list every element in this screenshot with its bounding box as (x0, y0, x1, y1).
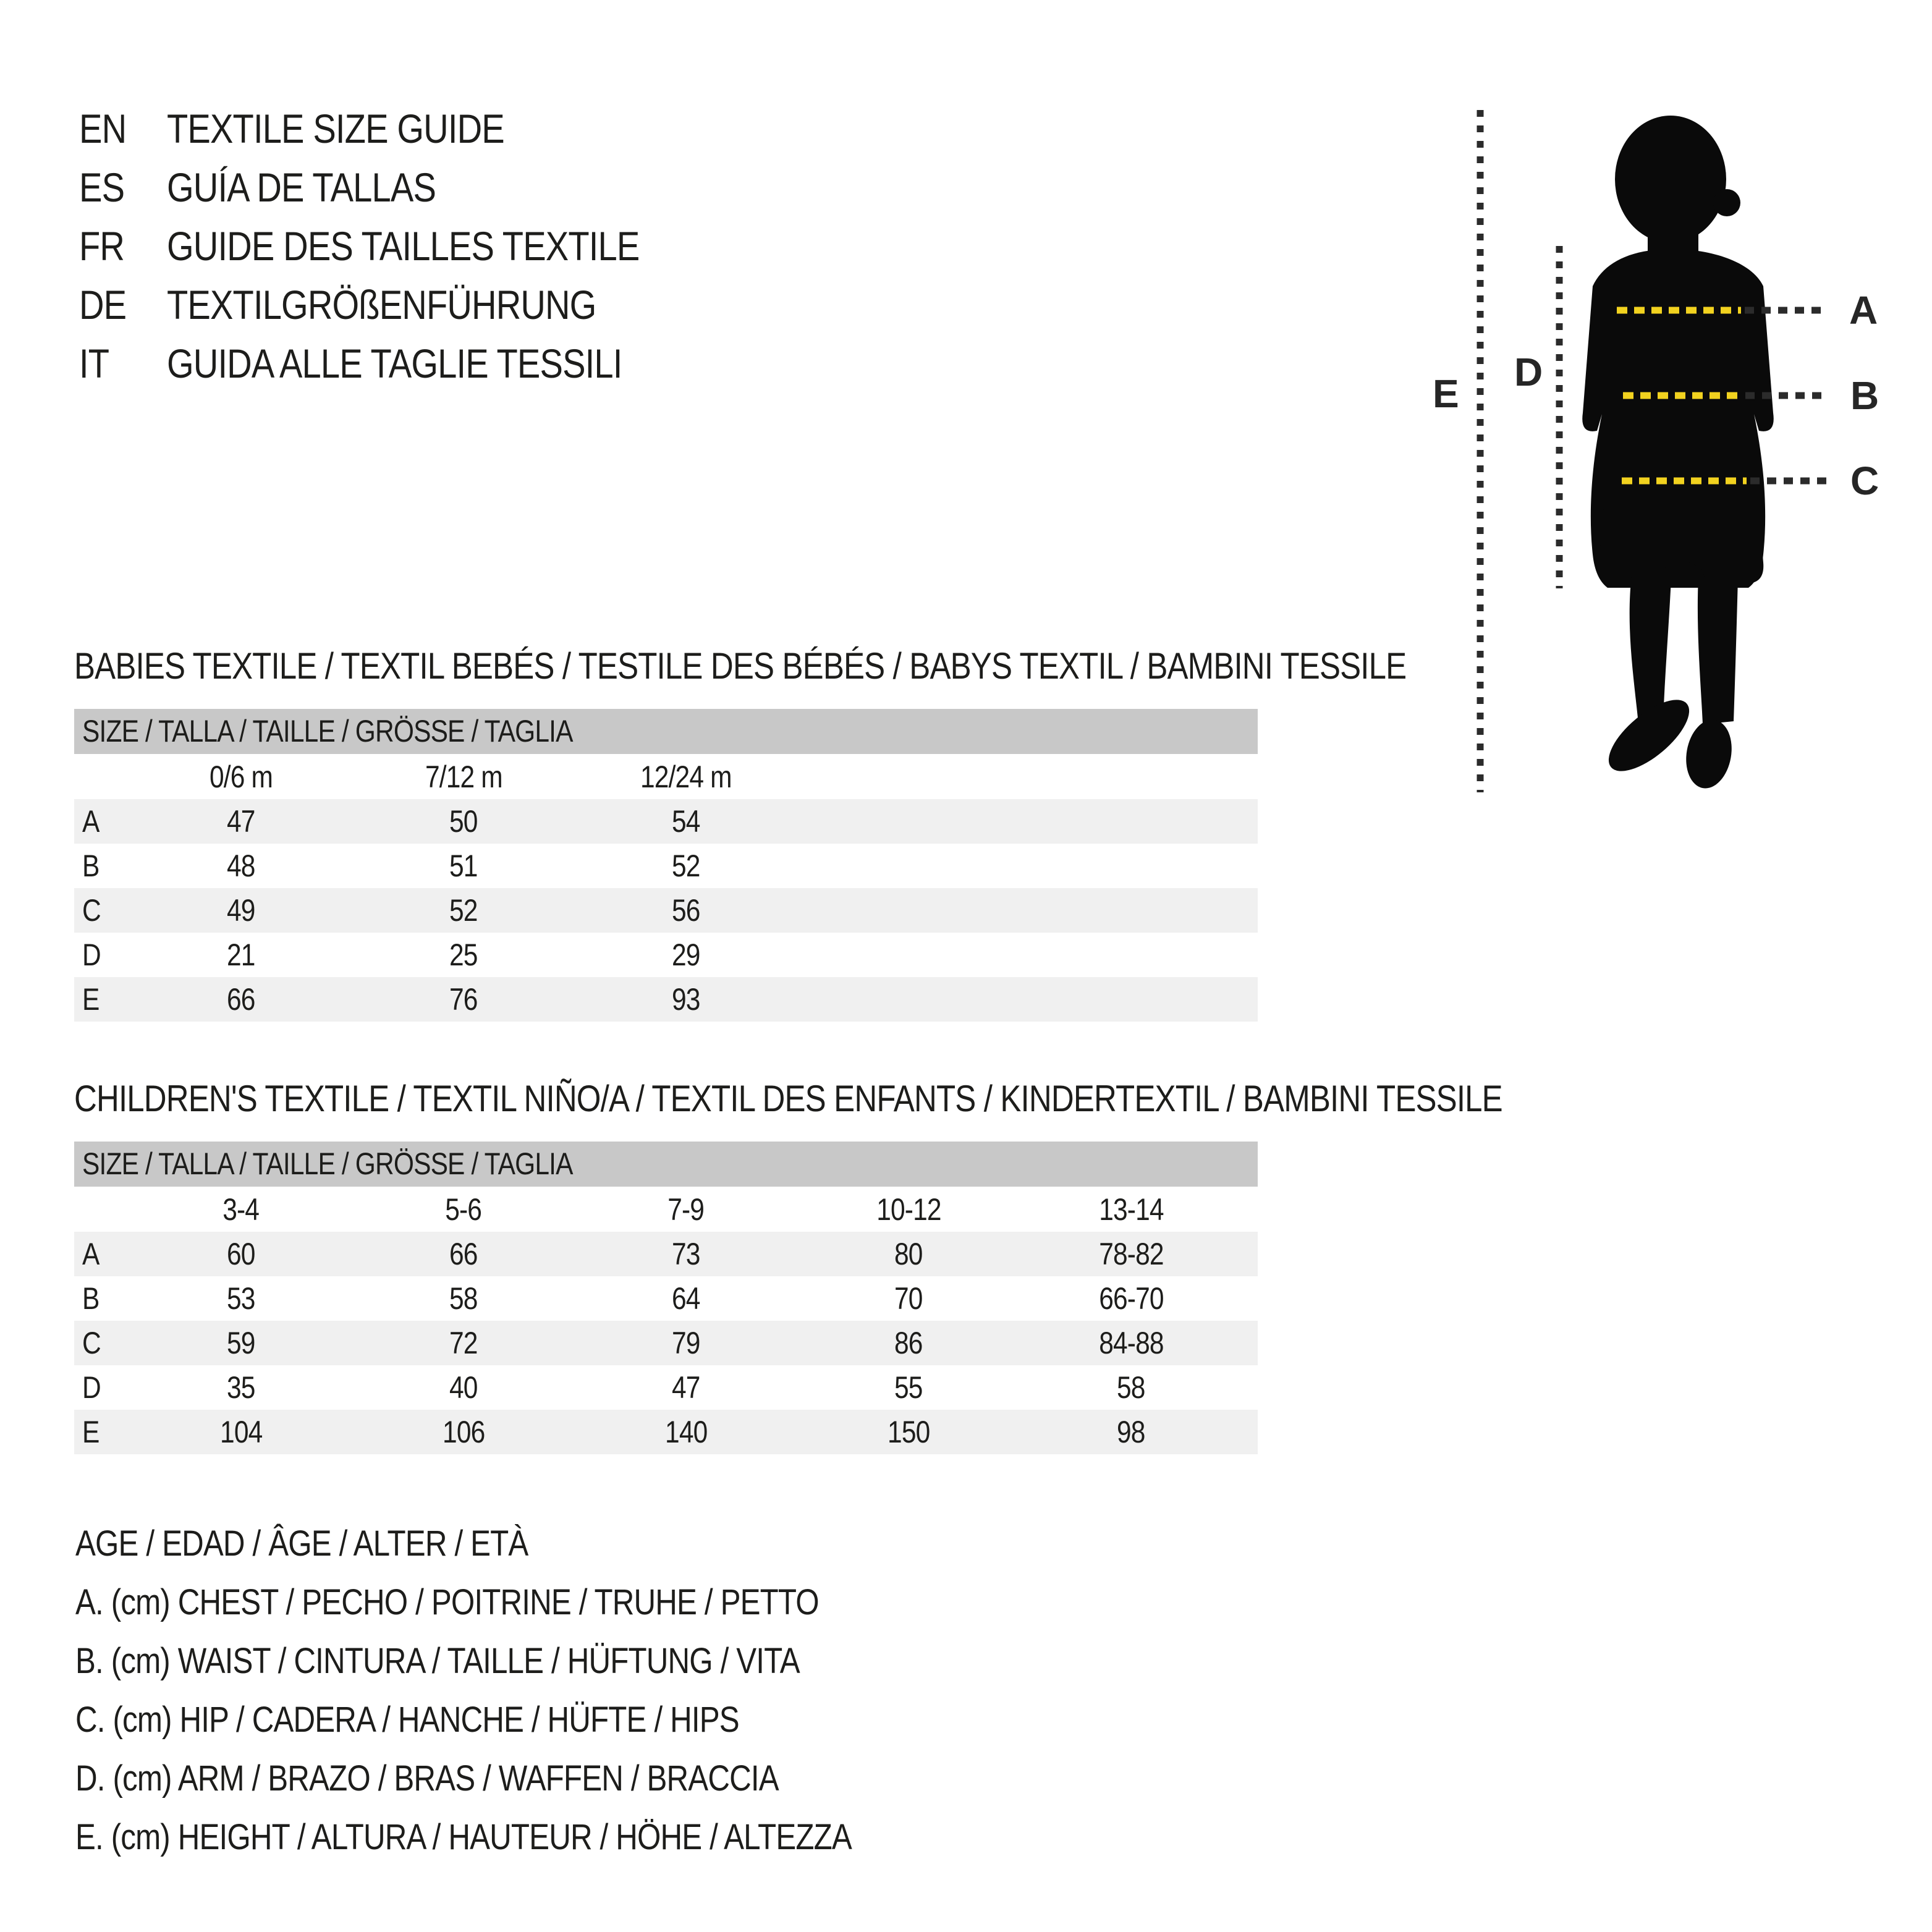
table-row: D 35 40 47 55 58 (74, 1365, 1258, 1410)
language-code: EN (79, 105, 127, 151)
language-row-en (79, 99, 722, 158)
legend-line-d-arm: D. (cm) ARM / BRAZO / BRAS / WAFFEN / BRACCIA (75, 1758, 779, 1799)
language-row-es (79, 158, 722, 216)
table-row: C 49 52 56 (74, 888, 1258, 933)
language-row-de (79, 275, 722, 334)
legend-line-age: AGE / EDAD / ÂGE / ALTER / ETÀ (75, 1523, 528, 1564)
row-label: C (82, 1326, 101, 1360)
language-row-fr (79, 216, 722, 275)
language-code: IT (79, 340, 109, 386)
row-label: C (82, 893, 101, 928)
children-col-4: 13-14 (1098, 1192, 1164, 1227)
legend-line-a-chest: A. (cm) CHEST / PECHO / POITRINE / TRUHE / PETTO (75, 1582, 819, 1622)
children-col-3: 10-12 (876, 1192, 941, 1227)
children-section-title: CHILDREN'S TEXTILE / TEXTIL NIÑO/A / TEXTIL DES ENFANTS / KINDERTEXTIL / BAMBINI TESSILE (74, 1078, 1502, 1119)
row-label: B (82, 1281, 100, 1316)
children-col-0: 3-4 (222, 1192, 260, 1227)
right-leg (1698, 576, 1738, 724)
page-title-es: GUÍA DE TALLAS (167, 164, 436, 210)
babies-col-2: 12/24 m (640, 759, 732, 794)
table-row: E 104 106 140 150 98 (74, 1410, 1258, 1454)
children-col-2: 7-9 (667, 1192, 705, 1227)
ear (1713, 189, 1740, 216)
page-title-it: GUIDA ALLE TAGLIE TESSILI (167, 340, 622, 386)
babies-col-0: 0/6 m (209, 759, 273, 794)
babies-section-title: BABIES TEXTILE / TEXTIL BEBÉS / TESTILE DES BÉBÉS / BABYS TEXTIL / BAMBINI TESSILE (74, 645, 1407, 687)
table-row: D 21 25 29 (74, 933, 1258, 977)
table-row: E 66 76 93 (74, 977, 1258, 1022)
measurement-legend (75, 1514, 989, 1866)
babies-size-header-bar: SIZE / TALLA / TAILLE / GRÖSSE / TAGLIA (74, 709, 1258, 754)
children-size-header-bar: SIZE / TALLA / TAILLE / GRÖSSE / TAGLIA (74, 1142, 1258, 1187)
babies-size-table (74, 754, 1258, 1022)
measurement-diagram (1421, 74, 1932, 816)
table-row: C 59 72 79 86 84-88 (74, 1321, 1258, 1365)
row-label: E (82, 982, 100, 1017)
row-label: A (82, 1237, 100, 1271)
row-label: D (82, 938, 101, 972)
row-label: A (82, 804, 100, 839)
table-row: B 53 58 64 70 66-70 (74, 1276, 1258, 1321)
page-title: TEXTILE SIZE GUIDE (167, 105, 504, 151)
table-row: B 48 51 52 (74, 844, 1258, 888)
language-code: DE (79, 281, 127, 328)
label-a: A (1849, 288, 1878, 333)
babies-column-header-row (74, 754, 1258, 799)
legend-line-c-hip: C. (cm) HIP / CADERA / HANCHE / HÜFTE / HIPS (75, 1700, 739, 1740)
language-code: FR (79, 222, 125, 269)
language-code: ES (79, 164, 125, 210)
table-row: A 60 66 73 80 78-82 (74, 1232, 1258, 1276)
right-shoe (1681, 716, 1737, 792)
page-title-fr: GUIDE DES TAILLES TEXTILE (167, 222, 640, 269)
children-size-table (74, 1187, 1258, 1454)
legend-line-e-height: E. (cm) HEIGHT / ALTURA / HAUTEUR / HÖHE / ALTEZZA (75, 1817, 852, 1857)
page-title-de: TEXTILGRÖßENFÜHRUNG (167, 281, 596, 328)
row-label: E (82, 1415, 100, 1449)
row-label: B (82, 849, 100, 883)
legend-line-b-waist: B. (cm) WAIST / CINTURA / TAILLE / HÜFTUNG / VITA (75, 1641, 800, 1681)
label-b: B (1850, 373, 1879, 418)
table-row: A 47 50 54 (74, 799, 1258, 844)
label-e: E (1433, 371, 1459, 416)
children-col-1: 5-6 (445, 1192, 482, 1227)
language-title-list (79, 99, 722, 392)
babies-col-1: 7/12 m (425, 759, 502, 794)
label-d: D (1514, 350, 1543, 394)
language-row-it (79, 334, 722, 392)
label-c: C (1850, 459, 1879, 503)
child-measurement-figure (1421, 74, 1932, 816)
children-column-header-row (74, 1187, 1258, 1232)
row-label: D (82, 1370, 101, 1405)
child-silhouette (1582, 116, 1774, 792)
